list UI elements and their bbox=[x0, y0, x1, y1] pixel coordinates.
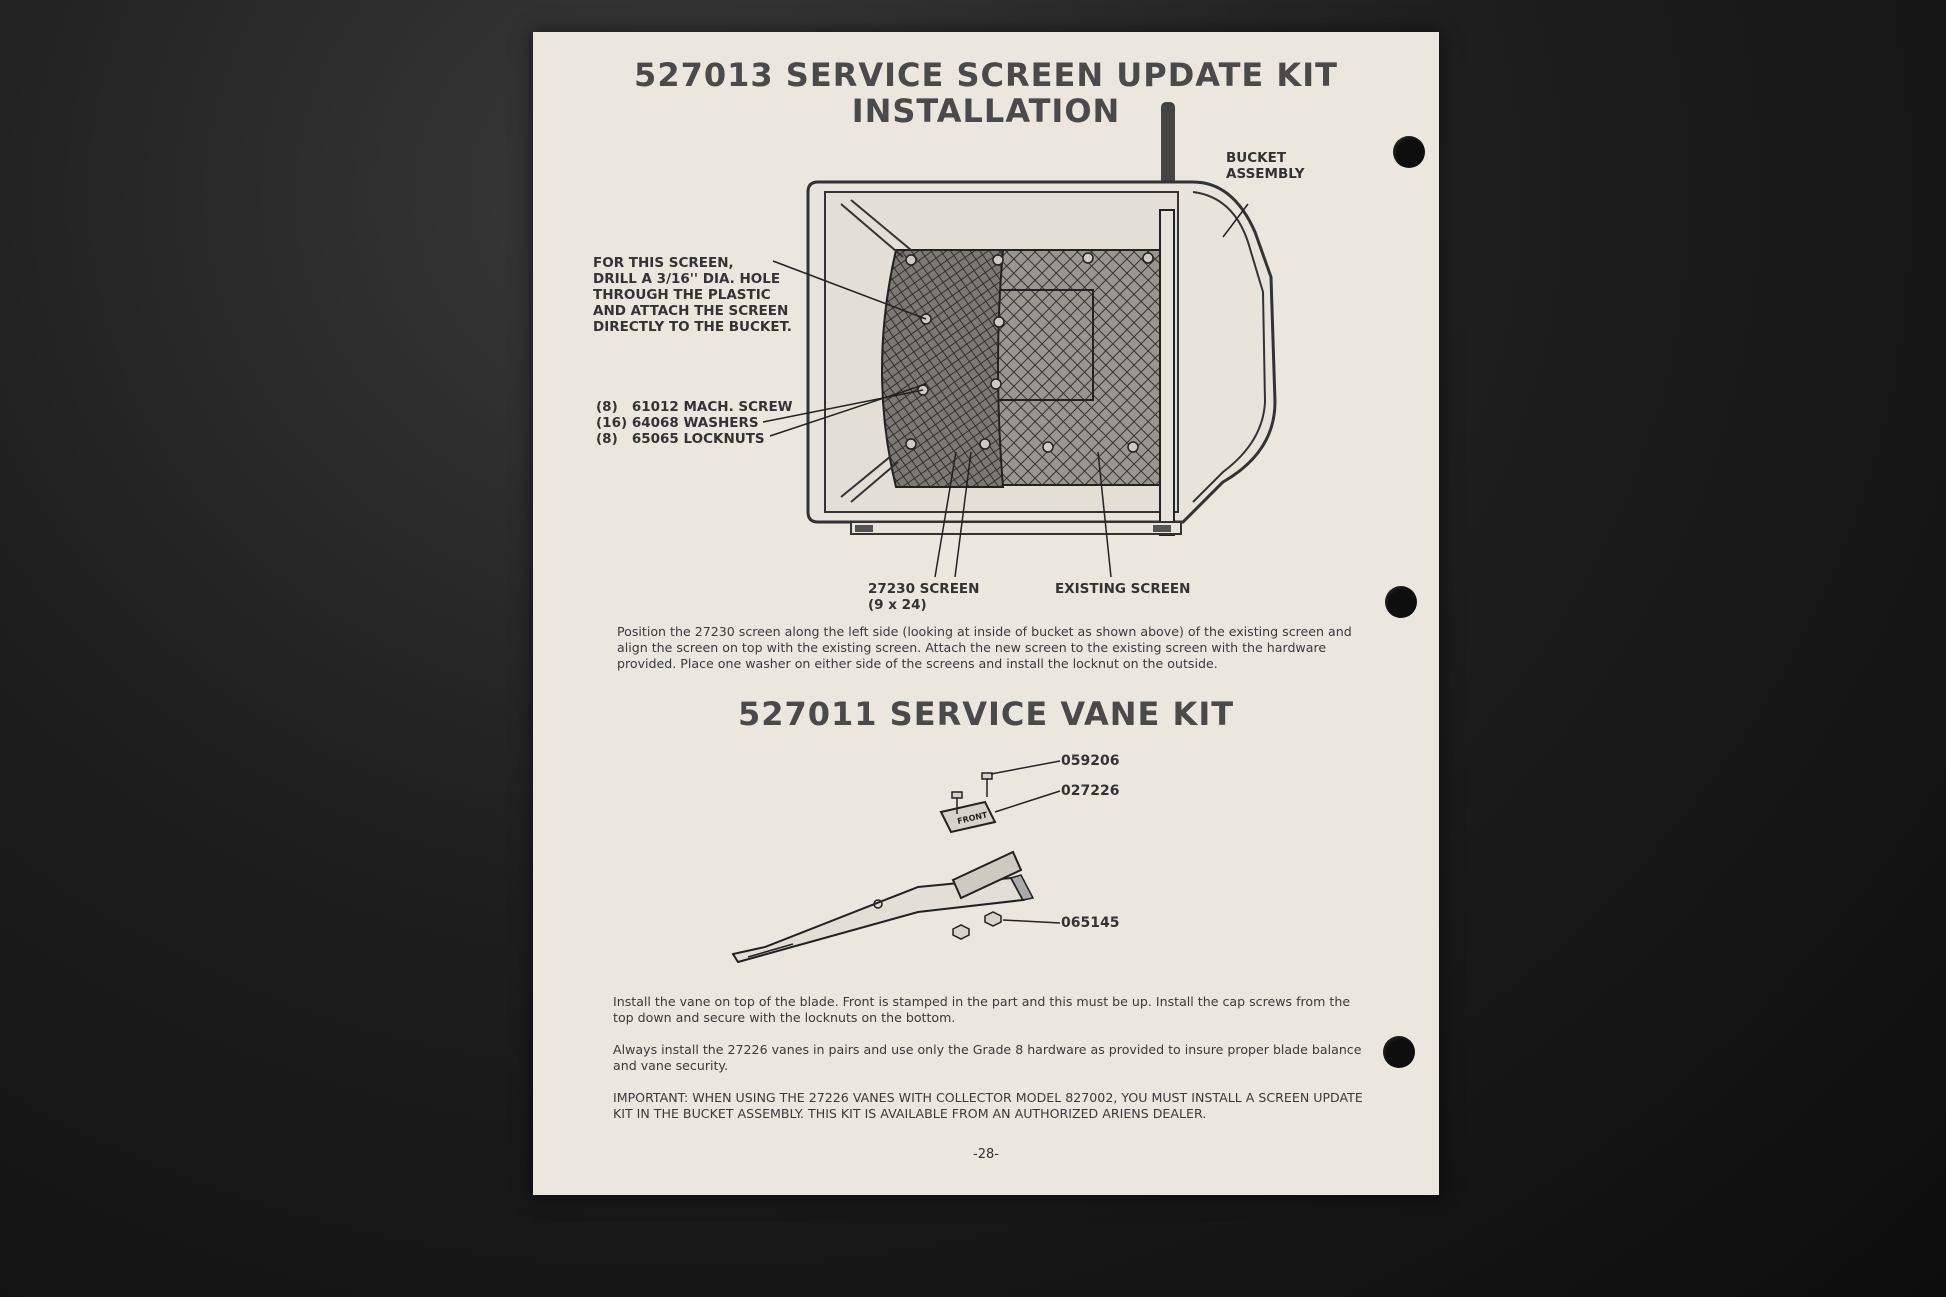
important-notice: IMPORTANT: WHEN USING THE 27226 VANES WITH COLLECTOR MODEL 827002, YOU MUST INSTALL A SCREEN UPDATE KIT IN THE BUCKET ASSEMBLY. THIS KIT IS AVAILABLE FROM AN AUTHORIZED ARIENS DEALER. bbox=[613, 1090, 1363, 1121]
vane-pairs-paragraph: Always install the 27226 vanes in pairs and use only the Grade 8 hardware as provided to insure proper blade balance and vane security. bbox=[613, 1042, 1362, 1073]
screen-kit-title-line2: INSTALLATION bbox=[851, 92, 1121, 130]
new-screen-label: 27230 SCREEN (9 x 24) bbox=[868, 581, 980, 613]
hardware-list-label: (8) 61012 MACH. SCREW (16) 64068 WASHERS (8) 65065 LOCKNUTS bbox=[596, 399, 793, 447]
part-027226-label: 027226 bbox=[1061, 783, 1120, 799]
vane-front-stamp: FRONT bbox=[956, 810, 989, 826]
page-number: -28- bbox=[973, 1147, 999, 1162]
vane-install-paragraph: Install the vane on top of the blade. Front is stamped in the part and this must be up. Install the cap screws from the top down and secure with the locknuts on the bottom. bbox=[613, 994, 1351, 1025]
manual-page bbox=[533, 32, 1439, 1195]
part-065145-label: 065145 bbox=[1061, 915, 1120, 931]
bucket-assembly-label: BUCKET ASSEMBLY bbox=[1226, 150, 1305, 182]
screen-kit-title: 527013 SERVICE SCREEN UPDATE KIT bbox=[634, 56, 1338, 94]
locknuts-065145 bbox=[953, 912, 1001, 939]
vane-kit-title: 527011 SERVICE VANE KIT bbox=[737, 695, 1235, 733]
existing-screen-label: EXISTING SCREEN bbox=[1055, 581, 1191, 597]
part-059206-label: 059206 bbox=[1061, 753, 1120, 769]
drill-instructions-label: FOR THIS SCREEN, DRILL A 3/16'' DIA. HOLE THROUGH THE PLASTIC AND ATTACH THE SCREEN DIRECTLY TO THE BUCKET. bbox=[593, 255, 792, 335]
screen-instructions: Position the 27230 screen along the left side (looking at inside of bucket as shown above) of the existing screen and align the screen on top with the existing screen. Attach the new screen to the existing screen with the hardware provided. Place one washer on either side of the screens and install the locknut on the outside. bbox=[617, 624, 1352, 671]
